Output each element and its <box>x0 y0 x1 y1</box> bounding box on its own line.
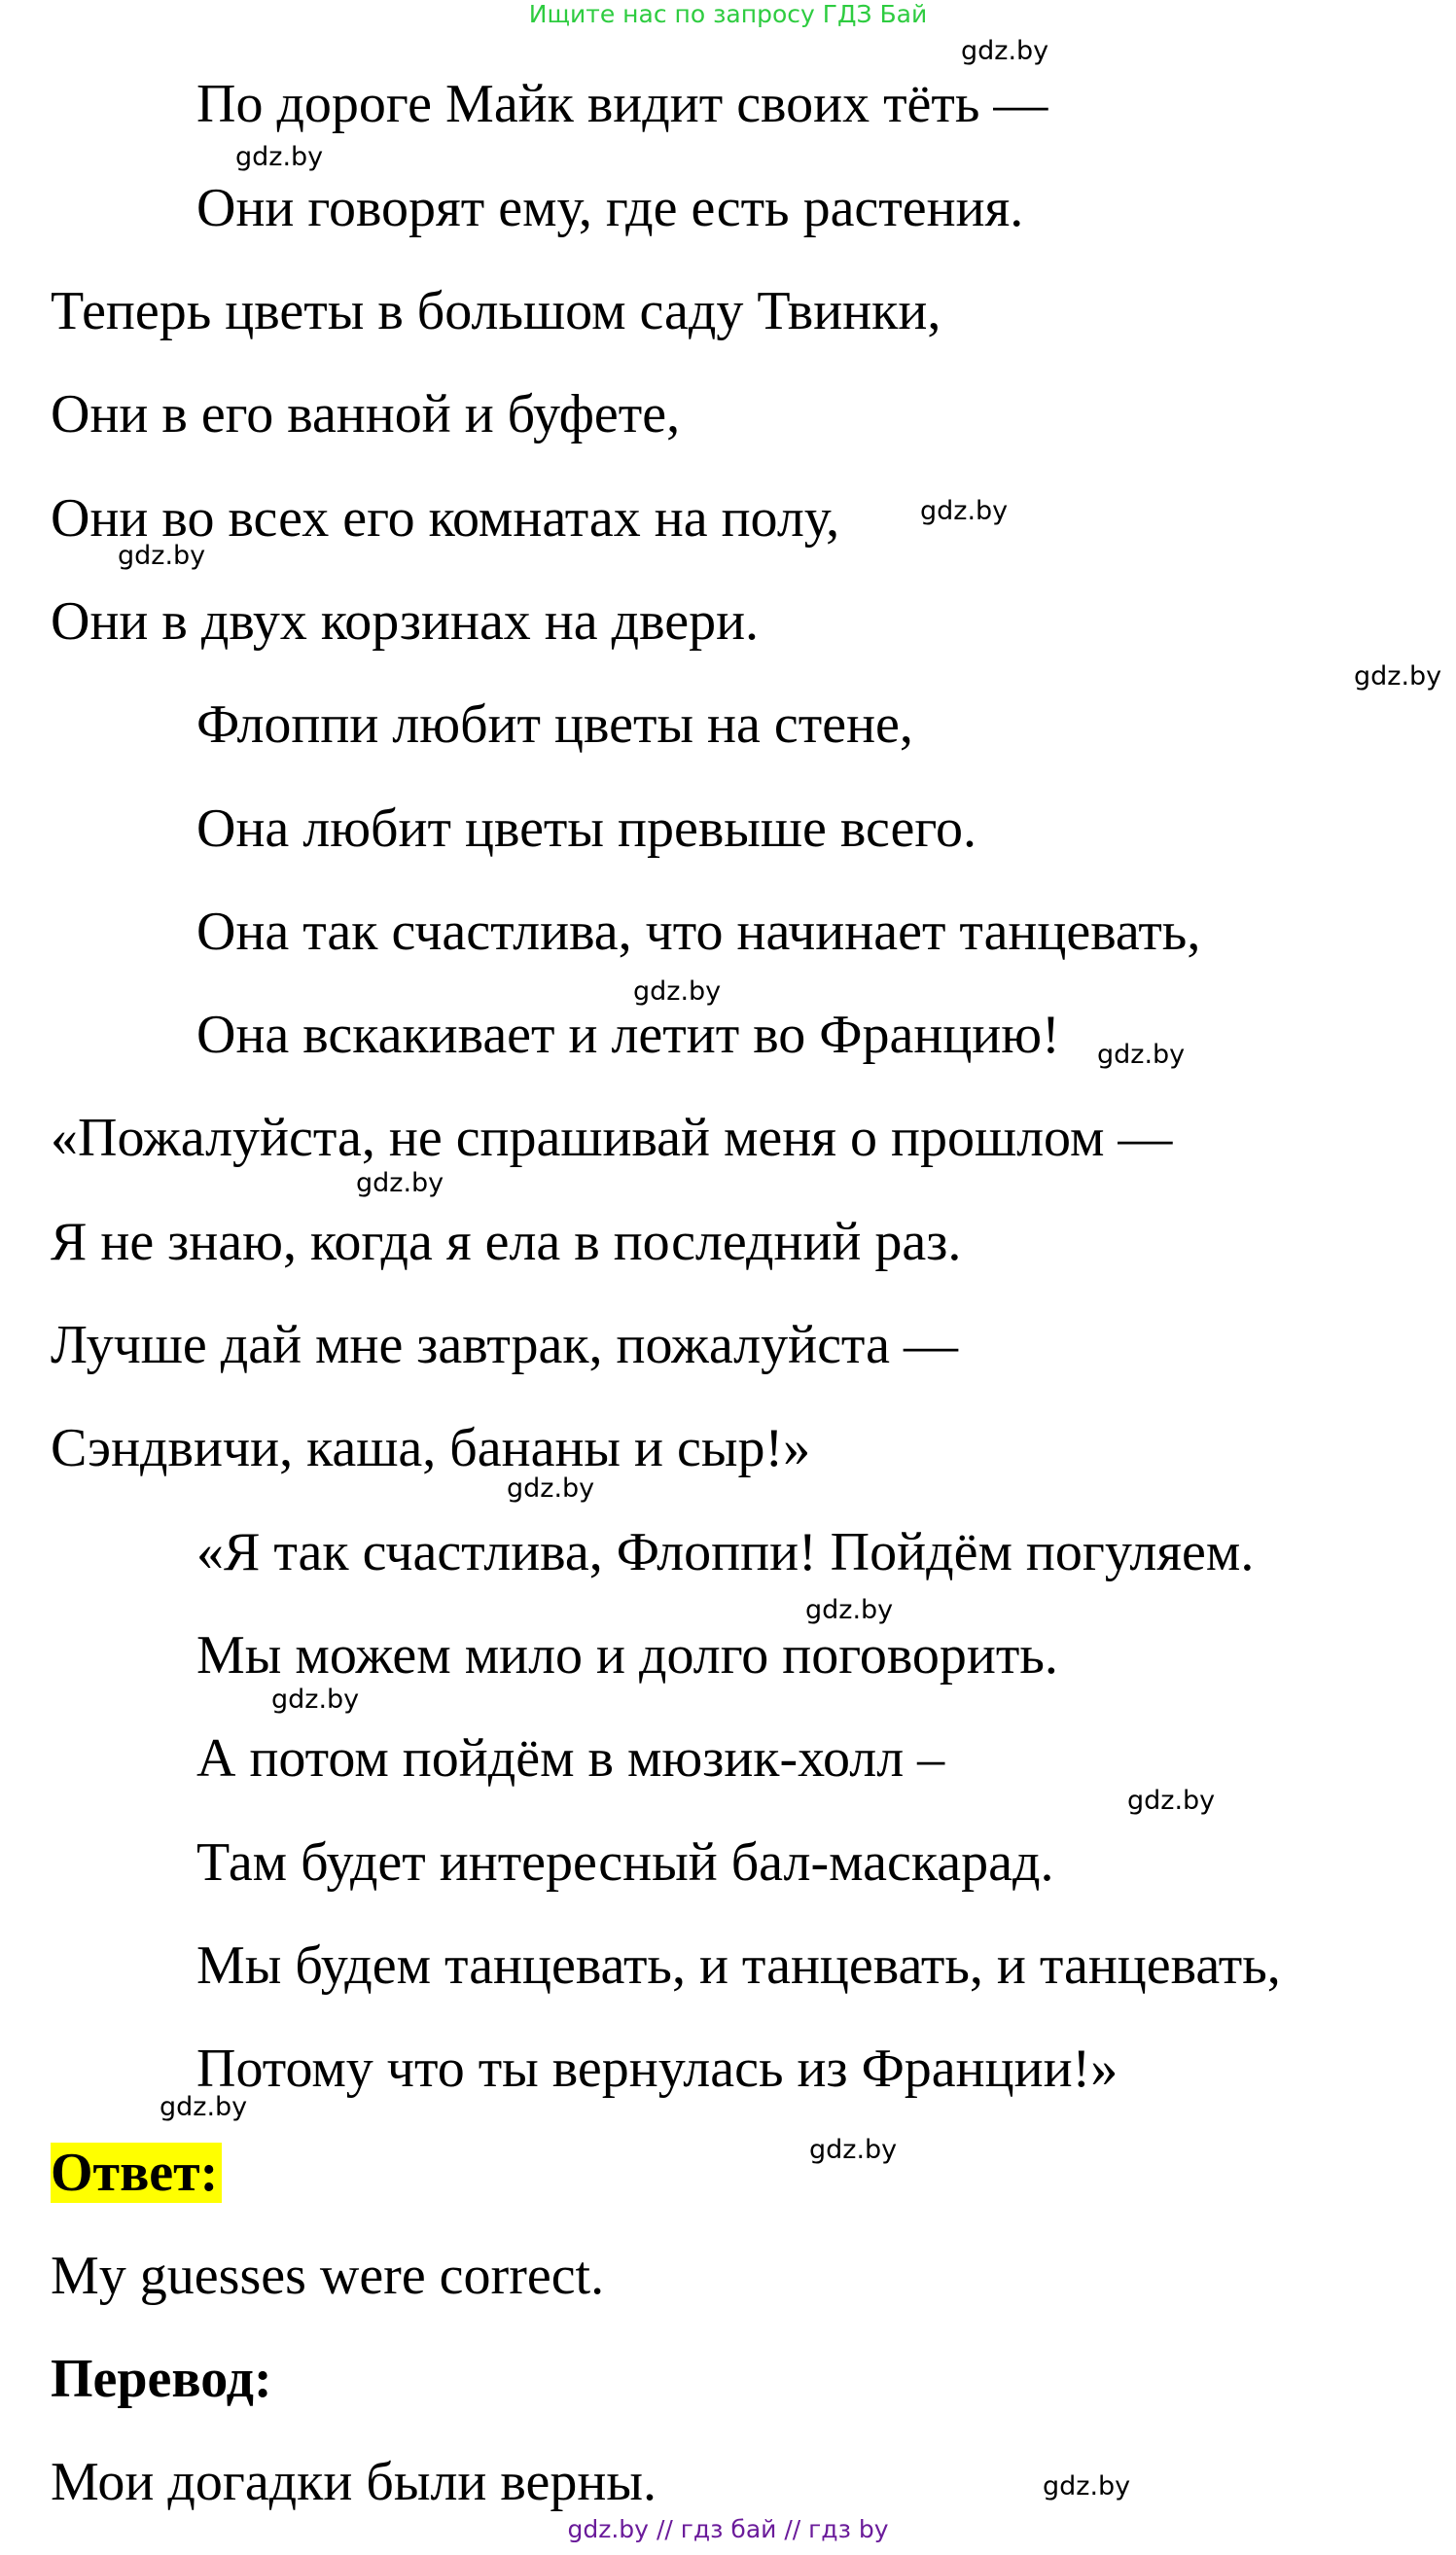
watermark: gdz.by <box>805 1595 894 1625</box>
poem-line: А потом пойдём в мюзик-холл – <box>196 1728 945 1789</box>
poem-line: Потому что ты вернулась из Франции!» <box>196 2039 1119 2099</box>
poem-line: Сэндвичи, каша, бананы и сыр!» <box>51 1418 811 1478</box>
poem-line: Она любит цветы превыше всего. <box>196 798 977 859</box>
poem-line: Теперь цветы в большом саду Твинки, <box>51 281 941 341</box>
watermark: gdz.by <box>118 541 206 571</box>
watermark: gdz.by <box>235 142 324 172</box>
watermark: gdz.by <box>961 36 1049 66</box>
watermark: gdz.by <box>507 1473 595 1504</box>
watermark: gdz.by <box>1097 1040 1186 1070</box>
poem-line: Там будет интересный бал-маскарад. <box>196 1832 1054 1893</box>
poem-line: Флоппи любит цветы на стене, <box>196 694 913 755</box>
footer-links <box>0 2515 1456 2544</box>
answer-label <box>51 2144 222 2202</box>
poem-line: Они во всех его комнатах на полу, <box>51 488 840 549</box>
footer-separator: // <box>784 2515 801 2543</box>
watermark: gdz.by <box>271 1685 360 1715</box>
poem-line: «Пожалуйста, не спрашивай меня о прошлом — <box>51 1108 1173 1168</box>
poem-line: «Я так счастлива, Флоппи! Пойдём погуляем. <box>196 1522 1255 1582</box>
watermark: gdz.by <box>1127 1786 1216 1816</box>
translation-text: Мои догадки были верны. <box>51 2452 657 2512</box>
translation-label: Перевод: <box>51 2349 272 2409</box>
answer-text: My guesses were correct. <box>51 2246 605 2306</box>
poem-line: Я не знаю, когда я ела в последний раз. <box>51 1212 962 1272</box>
watermark: gdz.by <box>356 1168 444 1198</box>
footer-link-gdz-bai[interactable]: гдз бай <box>680 2515 777 2543</box>
watermark: gdz.by <box>633 976 722 1007</box>
poem-line: Они говорят ему, где есть растения. <box>196 178 1024 238</box>
watermark: gdz.by <box>920 496 1009 526</box>
poem-line: Мы будем танцевать, и танцевать, и танцевать, <box>196 1935 1281 1996</box>
watermark: gdz.by <box>1043 2471 1131 2502</box>
answer-label-text: Ответ: <box>51 2143 222 2203</box>
poem-line: Мы можем мило и долго поговорить. <box>196 1625 1058 1686</box>
poem-line: Они в двух корзинах на двери. <box>51 591 760 652</box>
footer-link-gdz-by-cyr[interactable]: гдз by <box>808 2515 889 2543</box>
search-hint-link[interactable]: Ищите нас по запросу ГДЗ Бай <box>528 0 928 28</box>
poem-line: Она так счастлива, что начинает танцевать, <box>196 902 1201 962</box>
watermark: gdz.by <box>809 2135 898 2165</box>
poem-line: Она вскакивает и летит во Францию! <box>196 1005 1060 1065</box>
poem-line: По дороге Майк видит своих тёть — <box>196 74 1048 134</box>
poem-line: Лучше дай мне завтрак, пожалуйста — <box>51 1315 958 1375</box>
watermark: gdz.by <box>160 2092 248 2122</box>
watermark: gdz.by <box>1354 661 1442 692</box>
footer-separator: // <box>656 2515 673 2543</box>
poem-line: Они в его ванной и буфете, <box>51 384 681 444</box>
footer-link-gdz-by[interactable]: gdz.by <box>567 2515 649 2543</box>
